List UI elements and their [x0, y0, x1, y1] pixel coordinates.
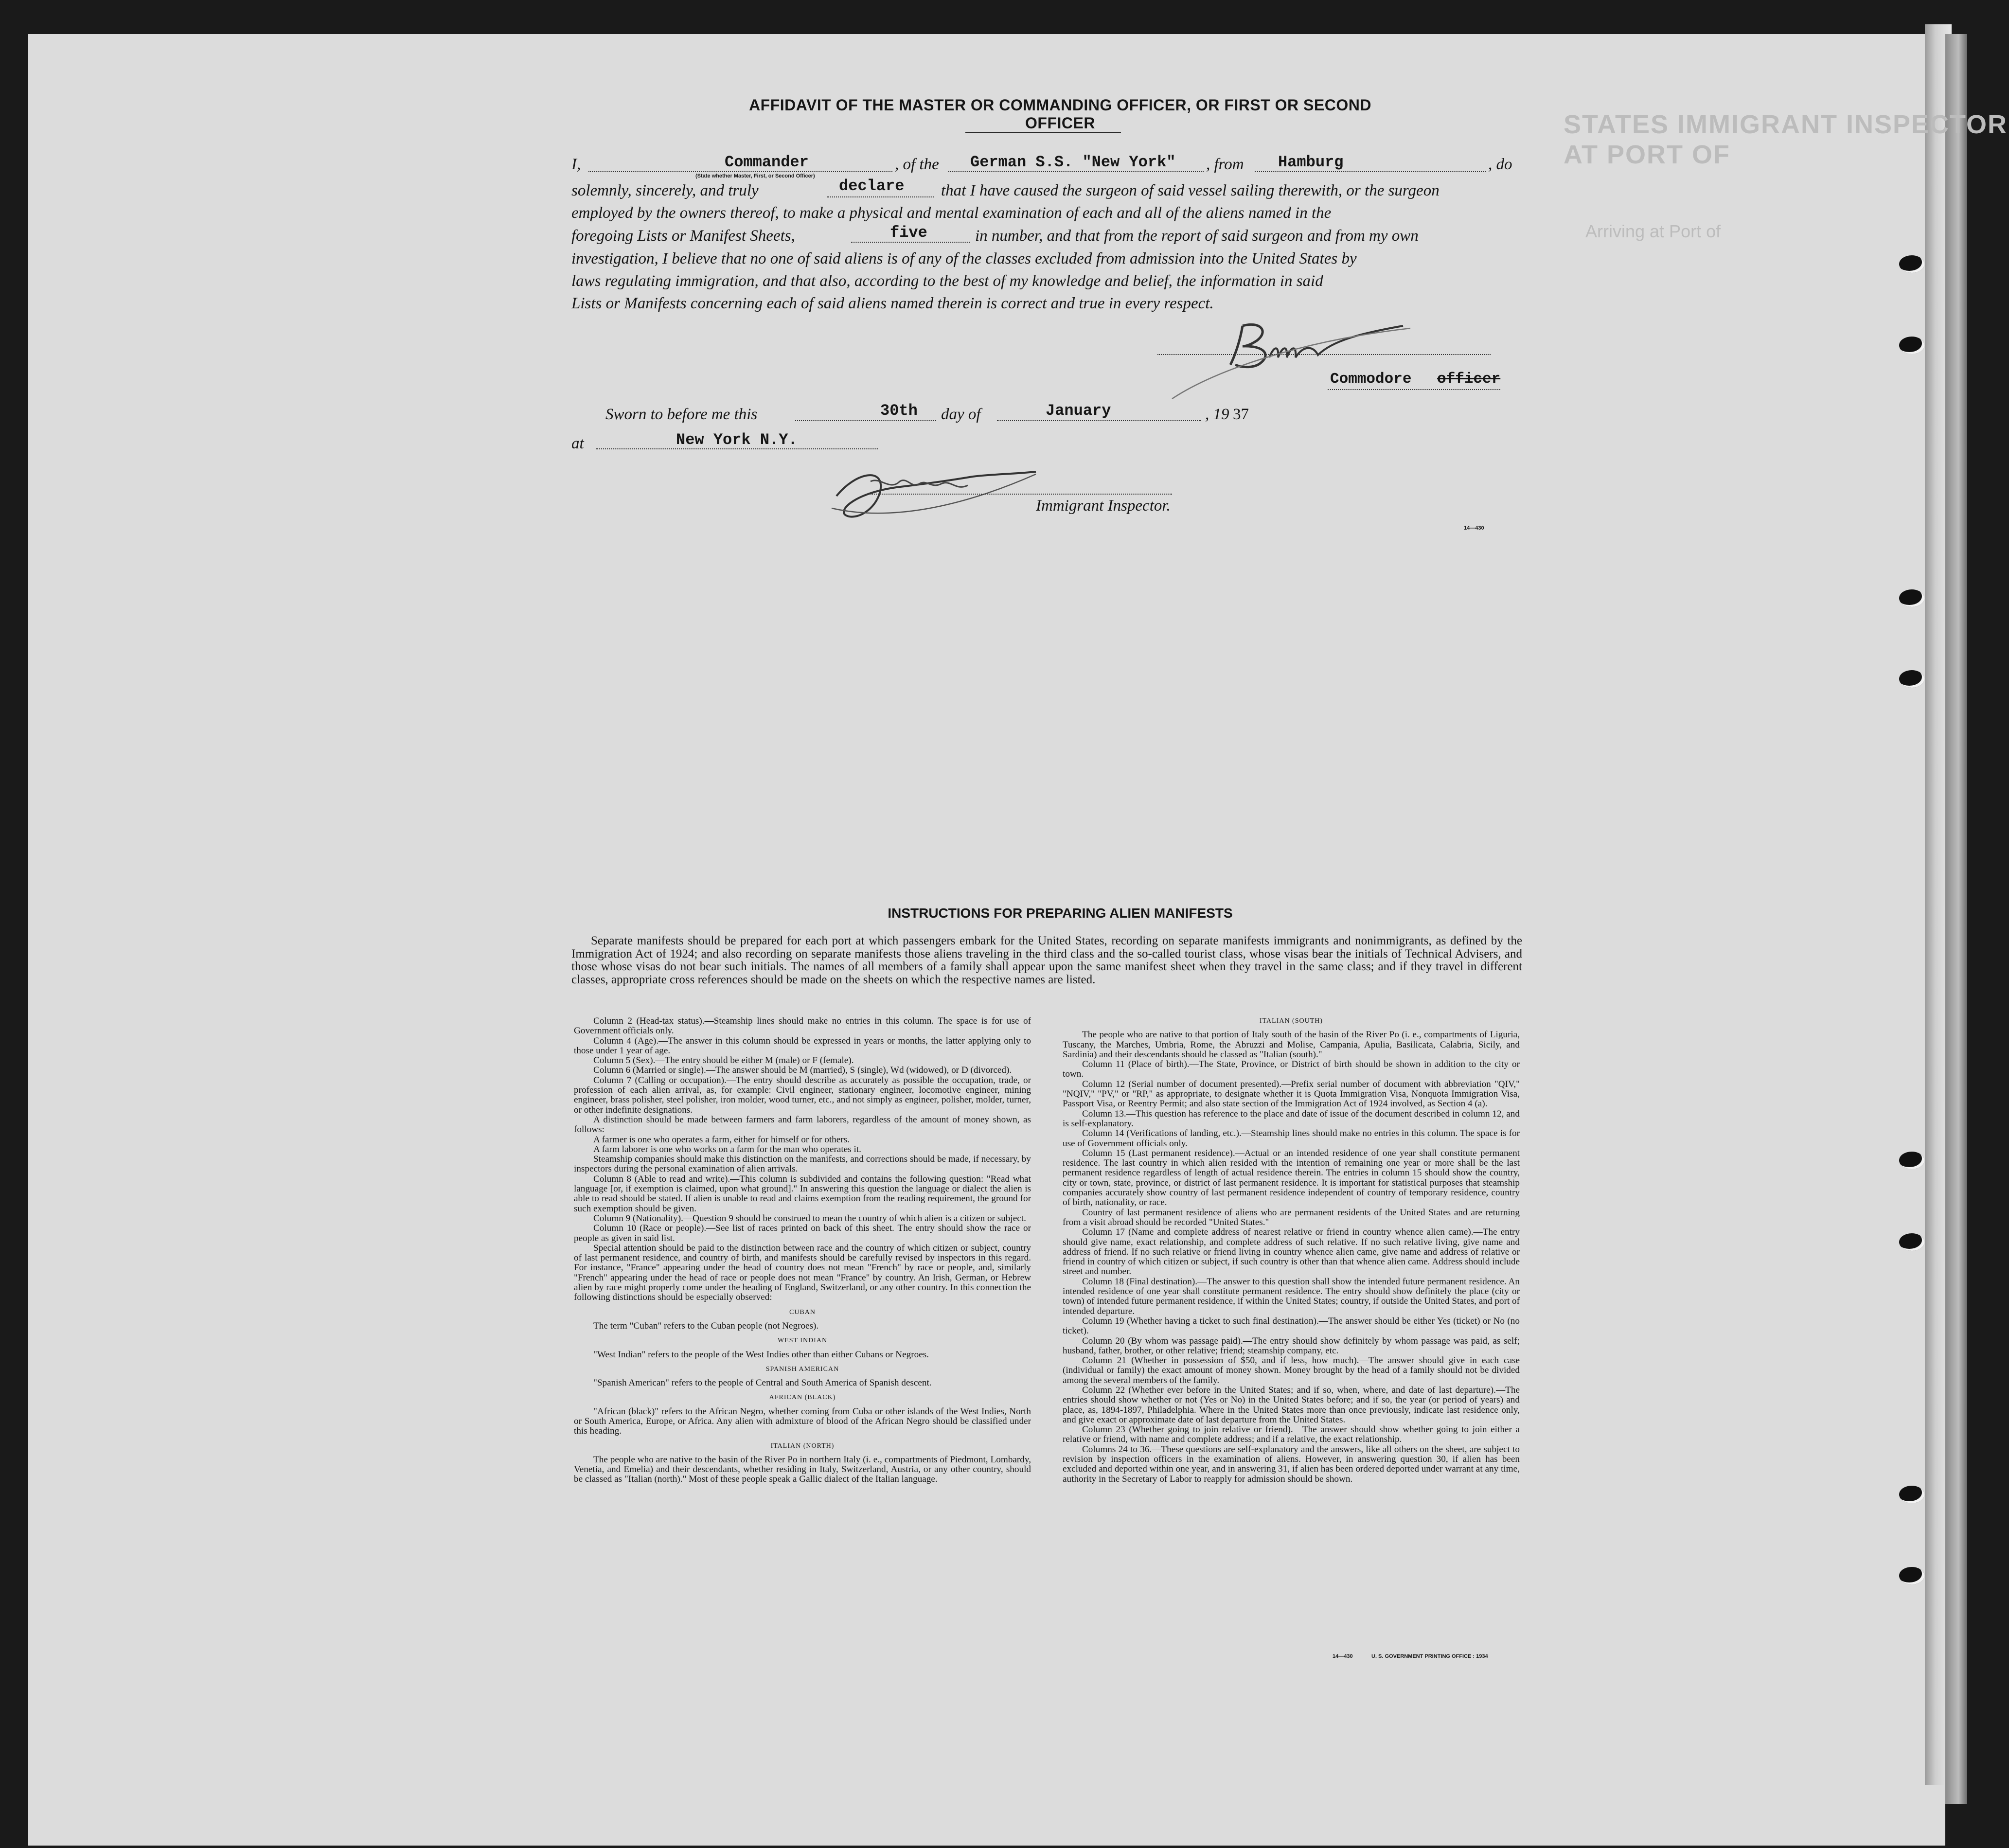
form-number-top: 14—430 [1464, 525, 1484, 531]
column-6-note: Column 6 (Married or single).—The answer should be M (married), S (single), Wd (widowed), or D (divorced). [593, 1065, 1012, 1076]
punch-hole [1899, 1486, 1924, 1503]
column-23-note: Column 23 (Whether going to join relative or friend).—The answer should show whether going to join either a relative or friend, with name and complete address; and if a relative, the exact relationship. [1063, 1424, 1520, 1445]
affidavit-line-7: Lists or Manifests concerning each of said aliens named therein is correct and true in every respect. [571, 295, 1214, 312]
column-15-note: Column 15 (Last permanent residence).—Actual or an intended residence of one year shall constitute permanent residence. The last country in which alien resided with the intention of remaining one year or more shall be the last permanent residence regardless of length of actual residence therein. The entries in column 15 should show the country, city or town, state, province, or district of last permanent residence. It is important for statistical purposes that steamship companies accurately show country of last permanent residence independent of country of temporary residence, country of birth, nationality, or race. [1063, 1148, 1520, 1208]
column-19-note: Column 19 (Whether having a ticket to such final destination).—The answer should be either Yes (ticket) or No (no ticket). [1063, 1315, 1520, 1336]
text-surgeon: that I have caused the surgeon of said vessel sailing therewith, or the surgeon [941, 182, 1440, 199]
sworn-day: 30th [880, 402, 918, 420]
affidavit-line-3: employed by the owners thereof, to make a physical and mental examination of each and all of the aliens named in the [571, 204, 1332, 222]
column-17-note: Column 17 (Name and complete address of nearest relative or friend in country whence alien came).—The entry should give name, exact relationship, and complete address of such relative. If no such relative living, give name and address of friend. If no such relative or friend living in country whence alien came, give name and address of relative or friend in country of which citizen or subject, if such country is other than that whence alien came. Address should include street and number. [1063, 1227, 1520, 1277]
affidavit-line-5: investigation, I believe that no one of said aliens is of any of the classes excluded from admission into the United States by [571, 250, 1357, 267]
column-4-note: Column 4 (Age).—The answer in this column should be expressed in years or months, the latter applying only to those under 1 year of age. [574, 1035, 1031, 1056]
vessel-line [948, 171, 1204, 172]
farmer-distinction: A distinction should be made between farmers and farm laborers, regardless of the amount of money shown, as follows: [574, 1114, 1031, 1135]
sheets-line [851, 242, 970, 243]
port-value: Hamburg [1278, 153, 1344, 171]
heading-african: AFRICAN (BLACK) [769, 1394, 836, 1402]
punch-hole [1899, 337, 1924, 354]
column-10-note: Column 10 (Race or people).—See list of races printed on back of this sheet. The entry should show the race or people as given in said list. [574, 1223, 1031, 1244]
signer-title: Commodore [1330, 371, 1412, 388]
farm-laborer-definition: A farm laborer is one who works on a farm for the man who operates it. [593, 1144, 861, 1155]
printer-imprint: U. S. GOVERNMENT PRINTING OFFICE : 1934 [1371, 1653, 1488, 1659]
column-11-note: Column 11 (Place of birth).—The State, Province, or District of birth should be shown in addition to the city or town. [1063, 1059, 1520, 1080]
heading-cuban: CUBAN [789, 1308, 816, 1316]
text-in-number: in number, and that from the report of said surgeon and from my own [975, 227, 1419, 245]
punch-hole [1899, 1233, 1924, 1251]
affidavit-line-6: laws regulating immigration, and that also, according to the best of my knowledge and belief, the information in said [571, 272, 1323, 290]
punch-hole [1899, 255, 1924, 273]
column-14-note: Column 14 (Verifications of landing, etc.).—Steamship lines should make no entries in this column. The space is for use of Government officials only. [1063, 1128, 1520, 1149]
sheets-value: five [890, 224, 927, 242]
signer-title-line [1328, 389, 1500, 390]
column-7-note: Column 7 (Calling or occupation).—The entry should describe as accurately as possible the occupation, trade, or profession of each alien arrival, as, for example: Civil engineer, stationary engineer, locomotive engineer, mining engineer, brass polisher, steel polisher, iron molder, wood turner, etc., and not simply as engineer, polisher, molder, turner, or other indefinite designations. [574, 1075, 1031, 1115]
punch-hole [1899, 670, 1924, 688]
columns-24-36-note: Columns 24 to 36.—These questions are self-explanatory and the answers, like all others on the sheet, are subject to revision by inspection officers in the examination of aliens. However, in answering question 30, if alien has been excluded and deported within one year, and in answering 31, if alien has been ordered deported under warrant at any time, authority in the Secretary of Labor to reapply for admission should be shown. [1063, 1444, 1520, 1484]
master-signature [1157, 311, 1537, 409]
text-sworn: Sworn to before me this [605, 406, 758, 423]
special-attention-note: Special attention should be paid to the distinction between race and the country of which citizen or subject, country of last permanent residence, and country of birth, and manifests should be carefully revised by inspectors in this regard. For instance, "France" appearing under the head of country does not mean "French" by race or people, and, similarly "French" appearing under the head of race or people does not mean "France" by country. An Irish, German, or Hebrew alien by race might properly come under the heading of England, Switzerland, or any other country. In this connection the following distinctions should be especially observed: [574, 1243, 1031, 1303]
sworn-month: January [1046, 402, 1111, 420]
punch-hole [1899, 1567, 1924, 1584]
column-15-us-note: Country of last permanent residence of aliens who are permanent residents of the United States and are returning from a visit abroad should be recorded "United States." [1063, 1207, 1520, 1227]
column-18-note: Column 18 (Final destination).—The answer to this question shall show the intended future permanent residence. An intended residence of one year shall constitute permanent residence. The entry should show definitely the place (city or town) of intended future permanent residence, if within the United States; country, if outside the United States, and port of intended departure. [1063, 1276, 1520, 1316]
declare-line [827, 196, 934, 197]
rank-value: Commander [725, 153, 809, 171]
inspector-label: Immigrant Inspector. [1036, 497, 1171, 515]
bleed-through-subheader: Arriving at Port of [1585, 221, 1721, 241]
instructions-title: INSTRUCTIONS FOR PREPARING ALIEN MANIFESTS [888, 906, 1233, 921]
column-22-note: Column 22 (Whether ever before in the United States; and if so, when, where, and date of last departure).—The entries should show whether or not (Yes or No) in the United States before; and if so, the year (or period of years) and place, as, 1894-1897, Philadelphia. Where in the United States more than once previously, indicate last residence only, and give exact or approximate date of last departure from the United States. [1063, 1385, 1520, 1425]
heading-spanish-american: SPANISH AMERICAN [765, 1365, 839, 1373]
text-foregoing: foregoing Lists or Manifest Sheets, [571, 227, 795, 245]
instructions-left-column [574, 1016, 1031, 1485]
at-label: at [571, 435, 584, 452]
intro-text: Separate manifests should be prepared for each port at which passengers embark for the United States, recording on separate manifests immigrants and nonimmigrants, as defined by the Immigration Act of 1924; and also recording on separate manifests those aliens traveling in the third class and the so-called tourist class, whose visas bear the initials of Technical Advisers, and those whose visas do not bear such initials. The names of all members of a family shall appear upon the same manifest sheet when they travel in the same class; and if they travel in different classes, appropriate cross references should be made on the sheets on which the respective names are listed. [571, 934, 1522, 986]
affidavit-title: AFFIDAVIT OF THE MASTER OR COMMANDING OFFICER, OR FIRST OR SECOND OFFICER [749, 96, 1371, 132]
african-definition: "African (black)" refers to the African Negro, whether coming from Cuba or other islands of the West Indies, North or South America, Europe, or Africa. Any alien with admixture of blood of the African Negro should be classified under this heading. [574, 1406, 1031, 1437]
bleed-through-header: STATES IMMIGRANT INSPECTOR AT PORT OF [1564, 110, 2008, 169]
text-from: , from [1206, 156, 1244, 173]
column-13-note: Column 13.—This question has reference to the place and date of issue of the document described in column 12, and is self-explanatory. [1063, 1108, 1520, 1129]
rank-hint: (State whether Master, First, or Second Officer) [695, 173, 815, 179]
column-9-note: Column 9 (Nationality).—Question 9 should be construed to mean the country of which alien is a citizen or subject. [593, 1213, 1026, 1224]
farmer-definition: A farmer is one who operates a farm, either for himself or for others. [593, 1134, 850, 1145]
title-rule [965, 132, 1121, 133]
inspector-signature-line [871, 494, 1172, 495]
steamship-note: Steamship companies should make this distinction on the manifests, and corrections should be made, if necessary, by inspectors during the personal examination of alien arrivals. [574, 1154, 1031, 1174]
text-of-the: , of the [895, 156, 939, 173]
declare-value: declare [839, 177, 905, 195]
form-number-bottom: 14—430 [1333, 1653, 1353, 1659]
text-do: , do [1488, 156, 1512, 173]
text-day-of: day of [941, 406, 981, 423]
cuban-definition: The term "Cuban" refers to the Cuban people (not Negroes). [593, 1320, 819, 1331]
vessel-value: German S.S. "New York" [970, 153, 1176, 171]
struck-word: officer [1437, 371, 1501, 388]
italian-north-definition: The people who are native to the basin of the River Po in northern Italy (i. e., compartments of Piedmont, Lombardy, Venetia, and Emelia) and their descendants, whether residing in Italy, Switzerland, Austria, or any other country, should be classed as "Italian (north)." Most of these people speak a Gallic dialect of the Italian language. [574, 1454, 1031, 1485]
place-value: New York N.Y. [676, 431, 798, 449]
text-nineteen: , 19 [1205, 406, 1229, 423]
rank-line [588, 171, 892, 172]
column-21-note: Column 21 (Whether in possession of $50, and if less, how much).—The answer should give in each case (individual or family) the exact amount of money shown. Money brought by the head of a family should not be divided among the several members of the family. [1063, 1355, 1520, 1386]
text-i: I, [571, 156, 581, 173]
master-signature-line [1157, 354, 1491, 355]
heading-west-indian: WEST INDIAN [777, 1337, 828, 1345]
day-line [795, 420, 936, 421]
instructions-right-column [1063, 1016, 1520, 1484]
spanish-american-definition: "Spanish American" refers to the people of Central and South America of Spanish descent. [593, 1378, 932, 1388]
page-edge-shadow [1945, 34, 1967, 1804]
west-indian-definition: "West Indian" refers to the people of the West Indies other than either Cubans or Negroes. [593, 1349, 929, 1360]
column-2-note: Column 2 (Head-tax status).—Steamship lines should make no entries in this column. The space is for use of Government officials only. [574, 1016, 1031, 1036]
column-12-note: Column 12 (Serial number of document presented).—Prefix serial number of document with abbreviation "QIV," "NQIV," "PV," or "RP," as appropriate, to designate whether it is Quota Immigration Visa, Nonquota Immigration Visa, Passport Visa, or Reentry Permit; and also state section of the Immigration Act of 1924 involved, as Section 4 (a). [1063, 1079, 1520, 1109]
punch-hole [1899, 1152, 1924, 1169]
column-5-note: Column 5 (Sex).—The entry should be either M (male) or F (female). [593, 1055, 854, 1066]
instructions-intro [571, 935, 1522, 986]
text-solemnly: solemnly, sincerely, and truly [571, 182, 759, 199]
month-line [997, 420, 1201, 421]
port-line [1255, 171, 1486, 172]
punch-hole [1899, 589, 1924, 607]
heading-italian-north: ITALIAN (NORTH) [770, 1442, 835, 1450]
column-20-note: Column 20 (By whom was passage paid).—The entry should show definitely by whom passage was paid, as self; husband, father, brother, or other relative; friend; steamship company, etc. [1063, 1335, 1520, 1356]
sworn-year: 37 [1233, 406, 1249, 423]
heading-italian-south: ITALIAN (SOUTH) [1259, 1017, 1323, 1025]
column-8-note: Column 8 (Able to read and write).—This column is subdivided and contains the following question: "Read what language [or, if exemption is claimed, upon what ground]." In answering this question the language or dialect the alien is able to read should be stated. If alien is unable to read and claims exemption from the reading requirement, the ground for such exemption should be given. [574, 1173, 1031, 1214]
italian-south-definition: The people who are native to that portion of Italy south of the basin of the River Po (i. e., compartments of Liguria, Tuscany, the Marches, Umbria, Rome, the Abruzzi and Molise, Campania, Apulia, Basilicata, Calabria, Sicily, and Sardinia) and their descendants should be classed as "Italian (south)." [1063, 1030, 1520, 1060]
